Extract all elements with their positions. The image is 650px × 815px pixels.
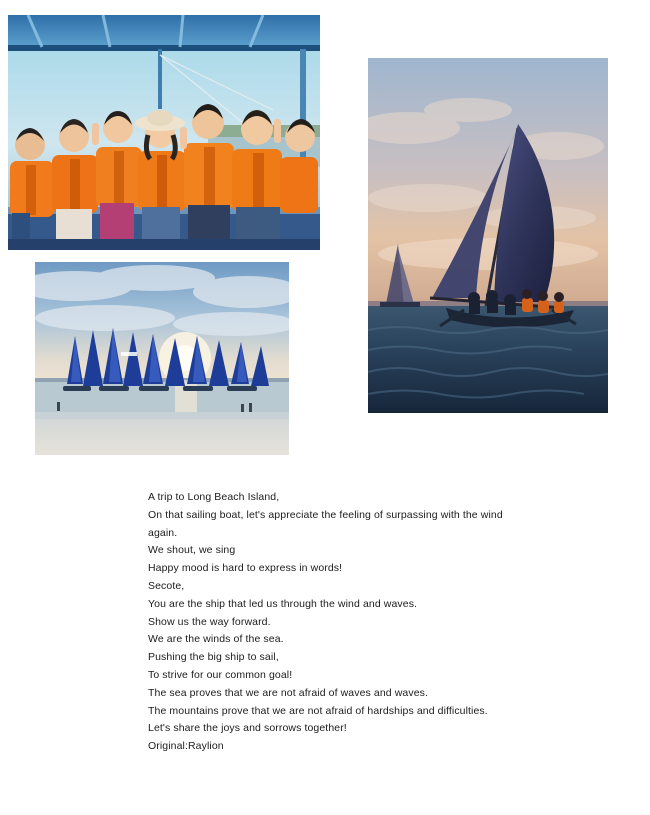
poem-line: The mountains prove that we are not afraid of hardships and difficulties. [148, 704, 488, 717]
photo-boat-group [8, 15, 320, 250]
poem-line: A trip to Long Beach Island, [148, 491, 280, 503]
poem-line: On that sailing boat, let's appreciate the feeling of surpassing with the wind [148, 508, 503, 521]
poem-line: We are the winds of the sea. [148, 633, 284, 646]
photo-beach-fleet-graphic [35, 262, 289, 455]
poem-line: Let's share the joys and sorrows together! [148, 722, 347, 735]
photo-sunset-sail-graphic [368, 58, 608, 413]
poem-line: Secote, [148, 579, 185, 592]
poem-line: We shout, we sing [148, 544, 236, 557]
poem-line: Pushing the big ship to sail, [148, 651, 279, 664]
poem-line: The sea proves that we are not afraid of waves and waves. [148, 686, 429, 699]
poem-line: Show us the way forward. [148, 615, 271, 628]
poem-line: again. [148, 526, 178, 539]
poem-line: To strive for our common goal! [148, 668, 293, 681]
photo-boat-group-graphic [8, 15, 320, 250]
poem-line: Happy mood is hard to express in words! [148, 562, 343, 575]
poem-attribution: Original:Raylion [148, 740, 224, 753]
poem-text-block [148, 489, 548, 756]
photo-sunset-sail [368, 58, 608, 413]
poem-line: You are the ship that led us through the wind and waves. [148, 597, 418, 610]
photo-beach-fleet [35, 262, 289, 455]
